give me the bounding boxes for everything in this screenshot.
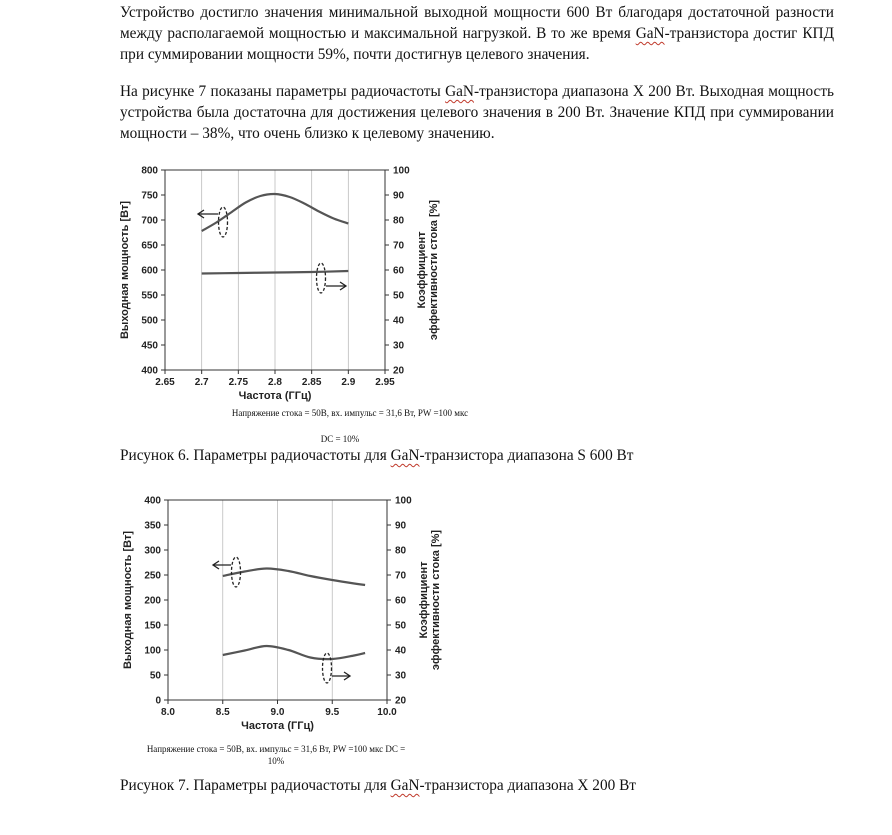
y2-tick-label: 50: [395, 620, 407, 632]
figure-6-duty-cycle: DC = 10%: [320, 434, 360, 444]
y-tick-label: 400: [141, 365, 158, 377]
paragraph-1-text-end: -транзистора достиг КПД при суммировании мощности 59%, почти достигнув целевого значения.: [120, 25, 835, 63]
x-tick-label: 8.0: [161, 707, 175, 718]
x-tick-label: 9.0: [270, 707, 285, 718]
y2-tick-label: 30: [393, 340, 405, 352]
x-tick-label: 2.95: [375, 377, 395, 388]
y-tick-label: 150: [144, 620, 161, 632]
drain-efficiency-line: [223, 646, 365, 659]
y2-tick-label: 100: [395, 495, 412, 507]
caption-text: Рисунок 7. Параметры радиочастоты для: [120, 777, 391, 794]
series-marker-ellipse: [323, 653, 332, 683]
spellcheck-word: GaN: [635, 25, 665, 42]
y-tick-label: 500: [141, 315, 158, 327]
y-tick-label: 250: [144, 570, 161, 582]
y-tick-label: 350: [144, 520, 161, 532]
y2-tick-label: 80: [395, 545, 407, 557]
figure-6-conditions: Напряжение стока = 50В, вх. импульс = 31,6 Вт, PW =100 мкс: [231, 408, 469, 418]
y2-tick-label: 50: [393, 290, 405, 302]
y-tick-label: 50: [149, 670, 161, 682]
y2-axis-label-line2: эффективности стока [%]: [430, 529, 442, 671]
spellcheck-word: GaN: [390, 777, 420, 794]
paragraph-2-text: На рисунке 7 показаны параметры радиочастоты: [120, 83, 446, 100]
y-tick-label: 100: [144, 645, 161, 657]
y-tick-label: 200: [144, 595, 161, 607]
x-tick-label: 2.85: [301, 377, 322, 388]
y2-tick-label: 30: [395, 670, 407, 682]
y-tick-label: 400: [144, 495, 161, 507]
y-tick-label: 450: [141, 340, 158, 352]
figure-7-conditions: Напряжение стока = 50В, вх. импульс = 31,6 Вт, PW =100 мкс DC = 10%: [146, 744, 406, 766]
caption-text-end: -транзистора диапазона X 200 Вт: [419, 777, 636, 794]
y-tick-label: 0: [155, 695, 161, 707]
y-tick-label: 600: [141, 265, 158, 277]
y2-tick-label: 100: [393, 165, 410, 177]
x-tick-label: 2.75: [228, 377, 249, 388]
y-tick-label: 550: [141, 290, 158, 302]
y2-tick-label: 60: [395, 595, 407, 607]
y2-axis-label-line1: Коэффициент: [416, 231, 428, 309]
y-tick-label: 300: [144, 545, 161, 557]
paragraph-1-text: Устройство достигло значения минимальной выходной мощности 600 Вт благодаря достаточной разности между располагаемой мощностью и максимальной нагрузкой. В то же время: [120, 4, 834, 42]
y2-tick-label: 60: [393, 265, 405, 277]
caption-text-end: -транзистора диапазона S 600 Вт: [419, 447, 634, 464]
y2-axis-label-line2: эффективности стока [%]: [428, 199, 440, 341]
x-tick-label: 9.5: [325, 707, 340, 718]
figure-6-caption: [120, 446, 633, 466]
y2-tick-label: 70: [395, 570, 407, 582]
y-tick-label: 750: [141, 190, 158, 202]
x-tick-label: 2.8: [268, 377, 282, 388]
spellcheck-word: GaN: [445, 83, 474, 100]
y2-tick-label: 90: [393, 190, 405, 202]
x-tick-label: 2.65: [155, 377, 175, 388]
x-tick-label: 2.9: [341, 377, 356, 388]
y2-tick-label: 70: [393, 240, 405, 252]
y-tick-label: 650: [141, 240, 158, 252]
y-tick-label: 800: [141, 165, 158, 177]
x-tick-label: 10.0: [377, 707, 397, 718]
output-power-line: [223, 568, 365, 585]
x-tick-label: 8.5: [215, 707, 230, 718]
y2-tick-label: 20: [393, 365, 405, 377]
y-tick-label: 700: [141, 215, 158, 227]
y2-tick-label: 40: [393, 315, 405, 327]
y-axis-label: Выходная мощность [Вт]: [119, 200, 131, 340]
x-tick-label: 2.7: [194, 377, 209, 388]
y2-tick-label: 20: [395, 695, 407, 707]
figure-7-caption: [120, 776, 636, 796]
caption-text: Рисунок 6. Параметры радиочастоты для: [120, 447, 391, 464]
spellcheck-word: GaN: [390, 447, 420, 464]
y2-tick-label: 80: [393, 215, 405, 227]
y2-tick-label: 40: [395, 645, 407, 657]
y2-axis-label-line1: Коэффициент: [418, 561, 430, 639]
y2-tick-label: 90: [395, 520, 407, 532]
paragraph-2-text-end: -транзистора диапазона X 200 Вт. Выходная мощность устройства была достаточна для достижения целевого значения в 200 Вт. Значение КПД при суммировании мощности – 38%, что очень близко к целевому значению.: [120, 83, 834, 142]
x-axis-label: Частота (ГГц): [241, 720, 314, 732]
x-axis-label: Частота (ГГц): [238, 390, 312, 402]
y-axis-label: Выходная мощность [Вт]: [122, 530, 134, 670]
